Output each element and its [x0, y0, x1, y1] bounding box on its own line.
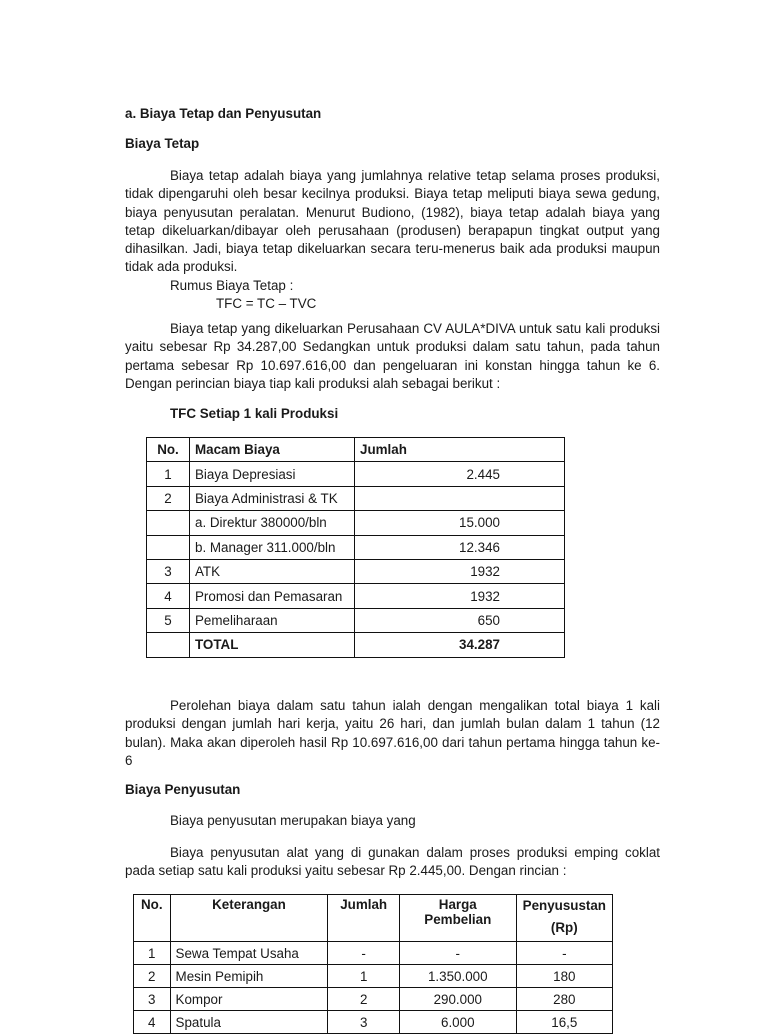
table-row — [147, 511, 565, 535]
header-harga-pembelian: Harga Pembelian — [399, 895, 516, 942]
formula: TFC = TC – TVC — [216, 296, 317, 311]
formula-label: Rumus Biaya Tetap : — [170, 278, 294, 293]
cell-no: 5 — [147, 608, 190, 632]
cell-jumlah — [355, 486, 565, 510]
cell-no: 2 — [134, 965, 171, 988]
cell-keterangan: Spatula — [170, 1011, 328, 1034]
cell-penyusutan: 16,5 — [516, 1011, 612, 1034]
table-row — [147, 535, 565, 559]
cell-no — [147, 511, 190, 535]
header-no: No. — [134, 895, 171, 942]
subheading-biaya-penyusutan: Biaya Penyusutan — [125, 782, 241, 797]
cell-jumlah: 1932 — [355, 584, 565, 608]
cell-harga: 6.000 — [399, 1011, 516, 1034]
cell-penyusutan: - — [516, 942, 612, 965]
paragraph-annual-cost: Perolehan biaya dalam satu tahun ialah dengan mengalikan total biaya 1 kali produksi dengan jumlah hari kerja, yaitu 26 hari, dan jumlah bulan dalam 1 tahun (12 bulan). Maka akan diperoleh hasil Rp 10.697.616,00 dari tahun pertama hingga tahun ke-6 — [125, 698, 660, 768]
table-row — [147, 486, 565, 510]
cell-macam-biaya: Pemeliharaan — [190, 608, 355, 632]
section-heading: a. Biaya Tetap dan Penyusutan — [125, 106, 322, 121]
cell-penyusutan: 180 — [516, 965, 612, 988]
cell-macam-biaya: Biaya Administrasi & TK — [190, 486, 355, 510]
cell-keterangan: Sewa Tempat Usaha — [170, 942, 328, 965]
depreciation-table — [133, 894, 613, 1034]
table-total-row — [147, 633, 565, 657]
cell-penyusutan: 280 — [516, 988, 612, 1011]
table-row — [147, 462, 565, 486]
subheading-biaya-tetap: Biaya Tetap — [125, 136, 200, 151]
tfc-table — [146, 437, 565, 658]
cell-keterangan: Mesin Pemipih — [170, 965, 328, 988]
total-label: TOTAL — [190, 633, 355, 657]
table-row — [134, 965, 613, 988]
cell-macam-biaya: ATK — [190, 559, 355, 583]
cell-macam-biaya: Biaya Depresiasi — [190, 462, 355, 486]
table-row — [147, 559, 565, 583]
cell-no: 1 — [147, 462, 190, 486]
cell-jumlah: 15.000 — [355, 511, 565, 535]
cell-jumlah: 650 — [355, 608, 565, 632]
paragraph-depreciation-def: Biaya penyusutan merupakan biaya yang — [170, 813, 416, 828]
cell-jumlah: 2 — [328, 988, 399, 1011]
cell-macam-biaya: b. Manager 311.000/bln — [190, 535, 355, 559]
table-header-row — [134, 895, 613, 942]
cell-jumlah: 12.346 — [355, 535, 565, 559]
depreciation-table-body — [134, 942, 613, 1034]
cell-no: 4 — [134, 1011, 171, 1034]
cell-jumlah: 1932 — [355, 559, 565, 583]
cell-no: 4 — [147, 584, 190, 608]
cell-harga: 290.000 — [399, 988, 516, 1011]
table-header-row — [147, 438, 565, 462]
paragraph-fixed-cost: Biaya tetap yang dikeluarkan Perusahaan CV AULA*DIVA untuk satu kali produksi yaitu sebesar Rp 34.287,00 Sedangkan untuk produksi dalam satu tahun, pada tahun pertama sebesar Rp 10.697.616,00 dan pengeluaran ini konstan hingga tahun ke 6. Dengan perincian biaya tiap kali produksi alah sebagai berikut : — [125, 321, 660, 391]
table-row — [134, 1011, 613, 1034]
cell-harga: - — [399, 942, 516, 965]
table-row — [147, 584, 565, 608]
cell-macam-biaya: Promosi dan Pemasaran — [190, 584, 355, 608]
table-row — [134, 988, 613, 1011]
cell-jumlah: 3 — [328, 1011, 399, 1034]
cell-no: 1 — [134, 942, 171, 965]
cell-macam-biaya: a. Direktur 380000/bln — [190, 511, 355, 535]
cell-jumlah: 1 — [328, 965, 399, 988]
paragraph-definition: Biaya tetap adalah biaya yang jumlahnya relative tetap selama proses produksi, tidak dipengaruhi oleh besar kecilnya produksi. Biaya tetap meliputi biaya sewa gedung, biaya penyusutan peralatan. Menurut Budiono, (1982), biaya tetap adalah biaya yang tetap dikeluarkan/dibayar oleh perusahaan (produsen) berapapun tingkat output yang dihasilkan. Jadi, biaya tetap dikeluarkan secara teru-menerus baik ada produksi maupun tidak ada produksi. — [125, 168, 660, 275]
cell-no: 3 — [134, 988, 171, 1011]
table-row — [147, 608, 565, 632]
header-penyusutan: Penyusustan (Rp) — [516, 895, 612, 942]
paragraph-depreciation-detail: Biaya penyusutan alat yang di gunakan dalam proses produksi emping coklat pada setiap satu kali produksi yaitu sebesar Rp 2.445,00. Dengan rincian : — [125, 845, 660, 879]
header-jumlah: Jumlah — [355, 438, 565, 462]
header-no: No. — [147, 438, 190, 462]
cell-jumlah: - — [328, 942, 399, 965]
header-jumlah: Jumlah — [328, 895, 399, 942]
cell-no: 2 — [147, 486, 190, 510]
header-keterangan: Keterangan — [170, 895, 328, 942]
table-row — [134, 942, 613, 965]
cell-no — [147, 633, 190, 657]
cell-jumlah: 2.445 — [355, 462, 565, 486]
table1-title: TFC Setiap 1 kali Produksi — [170, 406, 339, 421]
total-value: 34.287 — [355, 633, 565, 657]
cell-harga: 1.350.000 — [399, 965, 516, 988]
header-macam-biaya: Macam Biaya — [190, 438, 355, 462]
tfc-table-body — [147, 462, 565, 657]
cell-no: 3 — [147, 559, 190, 583]
cell-no — [147, 535, 190, 559]
cell-keterangan: Kompor — [170, 988, 328, 1011]
